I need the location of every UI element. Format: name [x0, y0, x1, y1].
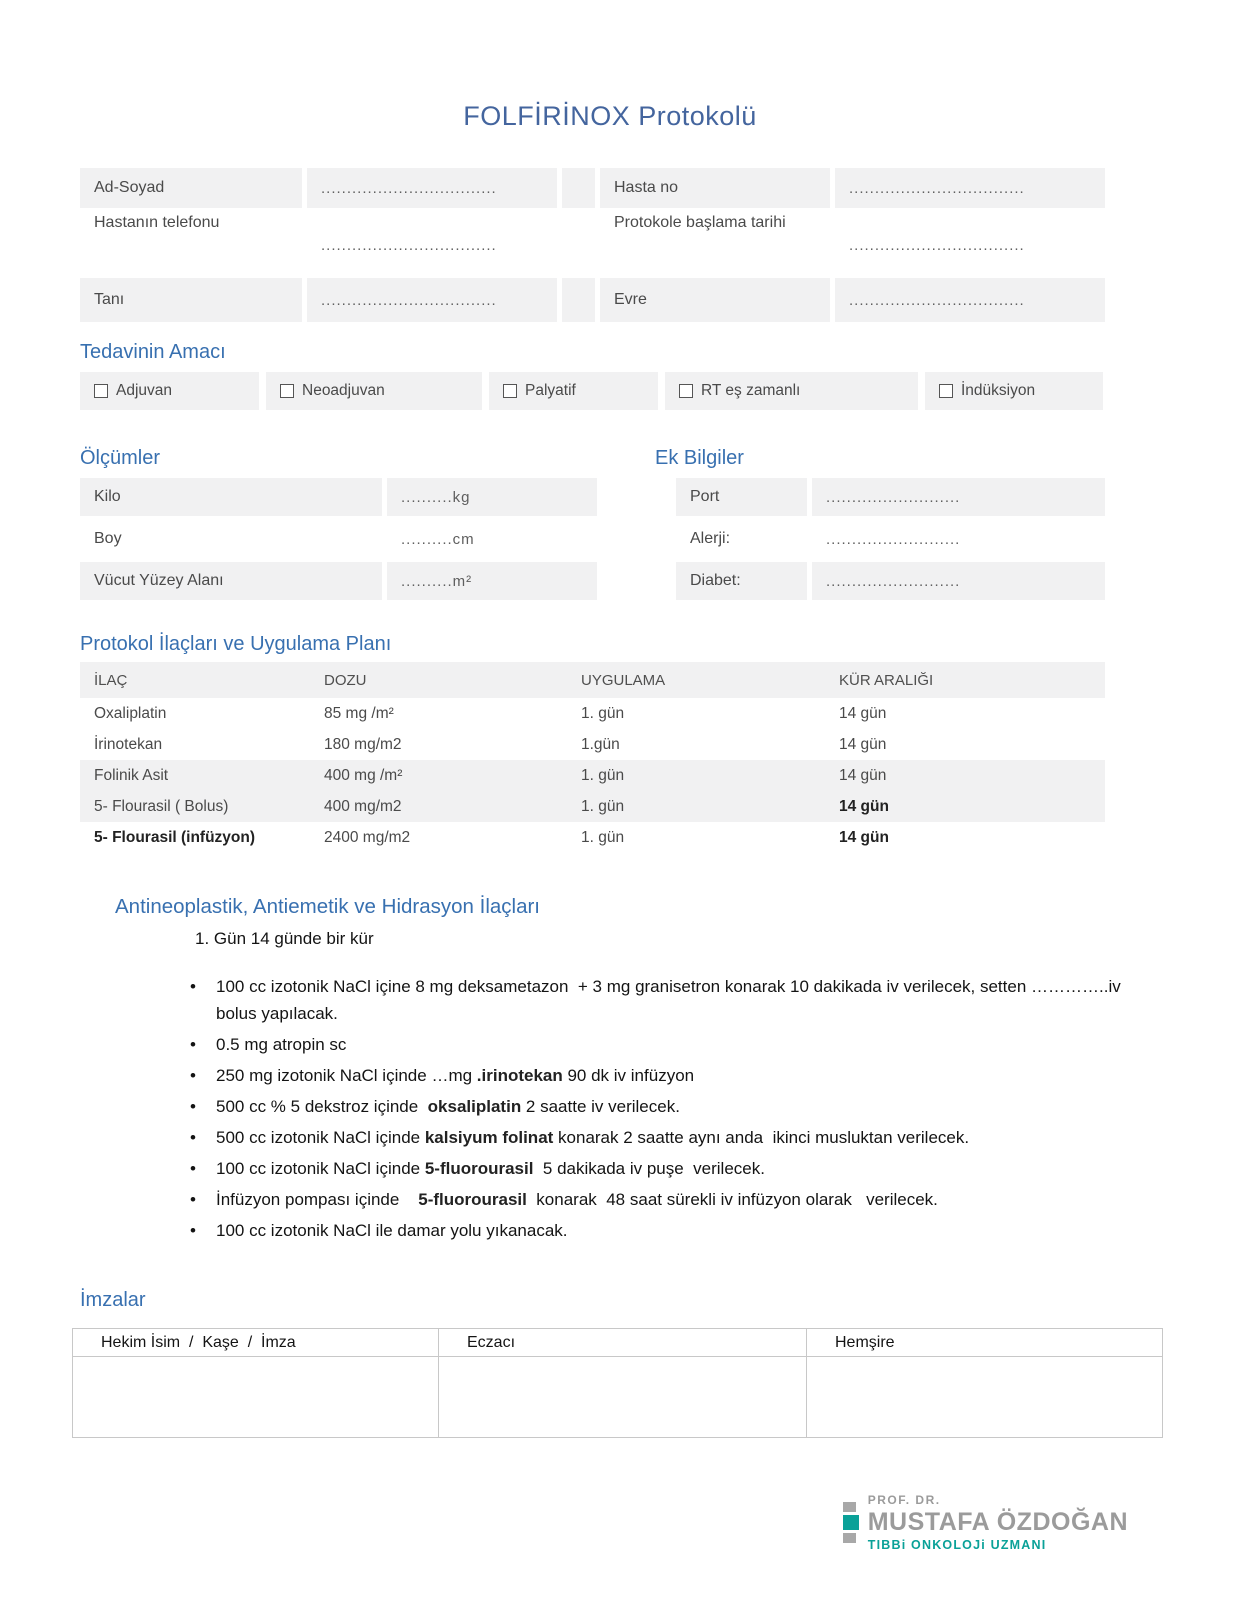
col-header-uygulama: UYGULAMA — [567, 662, 825, 698]
logo-specialty-line: TIBBi ONKOLOJi UZMANI — [867, 1538, 1047, 1552]
instruction-text: 2 saatte iv verilecek. — [521, 1097, 680, 1116]
table-row — [80, 729, 1236, 760]
option-label: İndüksiyon — [961, 382, 1036, 399]
cell-ilac: İrinotekan — [94, 735, 163, 753]
col-header-hekim: Hekim İsim / Kaşe / İmza — [73, 1329, 439, 1356]
option-label: Adjuvan — [116, 382, 173, 399]
measure-row-boy — [80, 520, 1236, 558]
field-value-vucut-yuzey-alani[interactable]: ..........m² — [387, 562, 597, 600]
instruction-text: 90 dk iv infüzyon — [562, 1066, 695, 1085]
col-header-hemsire: Hemşire — [835, 1333, 895, 1351]
checkbox-icon[interactable] — [94, 384, 108, 398]
field-label-telefon: Hastanın telefonu — [94, 214, 220, 231]
instruction-bold: 5-fluorourasil — [418, 1190, 527, 1209]
cell-uygulama: 1. gün — [581, 828, 625, 846]
section-heading-antineoplastik: Antineoplastik, Antiemetik ve Hidrasyon İlaçları — [115, 895, 541, 918]
spacer-cell — [602, 478, 671, 516]
field-label-diabet: Diabet: — [676, 562, 807, 600]
field-value-evre[interactable]: .................................. — [835, 278, 1105, 322]
cycle-subtitle: 1. Gün 14 günde bir kür — [195, 929, 374, 948]
section-heading-tedavinin-amaci: Tedavinin Amacı — [80, 341, 226, 363]
cell-ilac: Oxaliplatin — [94, 704, 167, 722]
drug-table — [80, 662, 1236, 853]
logo-square-gray-bottom — [843, 1533, 856, 1543]
list-item — [180, 973, 1128, 1027]
field-label-ad-soyad: Ad-Soyad — [80, 168, 302, 208]
instruction-bold: kalsiyum folinat — [424, 1128, 554, 1147]
option-label: Neoadjuvan — [302, 382, 385, 399]
checkbox-icon[interactable] — [939, 384, 953, 398]
logo-name-line: MUSTAFA ÖZDOĞAN — [867, 1508, 1128, 1536]
demographics-section — [80, 168, 1236, 322]
instruction-text: 500 cc % 5 dekstroz içinde — [216, 1097, 428, 1116]
spacer-cell — [602, 562, 671, 600]
page-title: FOLFİRİNOX Protokolü — [463, 101, 757, 131]
col-header-kur-araligi: KÜR ARALIĞI — [825, 662, 1105, 698]
field-value-baslama-tarihi[interactable]: .................................. — [849, 237, 1025, 254]
cell-uygulama: 1. gün — [581, 704, 625, 722]
field-label-hasta-no: Hasta no — [600, 168, 830, 208]
logo-square-gray-top — [843, 1502, 856, 1512]
field-value-alerji[interactable]: .......................... — [826, 530, 961, 548]
cell-kur: 14 gün — [825, 760, 1105, 791]
treatment-purpose-options — [80, 372, 1236, 410]
signature-table — [72, 1328, 1163, 1438]
signature-area-eczaci — [439, 1357, 807, 1437]
measurements-grid — [80, 478, 1236, 600]
list-item — [180, 1155, 1128, 1182]
section-heading-olcumler: Ölçümler — [80, 447, 161, 469]
cell-kur: 14 gün — [839, 735, 887, 753]
demo-row-1 — [80, 168, 1236, 208]
spacer-cell — [562, 208, 595, 264]
field-label-kilo: Kilo — [80, 478, 382, 516]
option-label: Palyatif — [525, 382, 576, 399]
field-label-boy: Boy — [94, 530, 122, 547]
signature-table-header — [73, 1329, 1162, 1357]
instruction-text: konarak 2 saatte aynı anda ikinci musluktan verilecek. — [553, 1128, 970, 1147]
instruction-text: 5 dakikada iv puşe verilecek. — [533, 1159, 765, 1178]
signature-area-hekim — [73, 1357, 439, 1437]
section-heading-imzalar: İmzalar — [80, 1289, 146, 1311]
instruction-text: 0.5 mg atropin sc — [216, 1035, 347, 1054]
demo-row-3 — [80, 278, 1236, 322]
instruction-bold: .irinotekan — [476, 1066, 563, 1085]
instruction-bold: oksaliplatin — [427, 1097, 522, 1116]
cell-uygulama: 1.gün — [581, 735, 620, 753]
cell-ilac: Folinik Asit — [80, 760, 310, 791]
signature-table-body — [73, 1357, 1162, 1437]
option-neoadjuvan[interactable] — [266, 372, 482, 410]
cell-ilac: 5- Flourasil ( Bolus) — [80, 791, 310, 822]
measure-row-kilo — [80, 478, 1236, 516]
cell-dozu: 400 mg/m2 — [310, 791, 567, 822]
cell-uygulama: 1. gün — [567, 791, 825, 822]
signature-area-hemsire — [807, 1357, 1162, 1437]
section-heading-protokol-ilaclari: Protokol İlaçları ve Uygulama Planı — [80, 633, 392, 655]
cell-kur: 14 gün — [839, 828, 889, 846]
section-heading-ek-bilgiler: Ek Bilgiler — [655, 447, 744, 469]
cell-dozu: 180 mg/m2 — [324, 735, 402, 753]
cell-kur: 14 gün — [825, 791, 1105, 822]
field-label-baslama-tarihi: Protokole başlama tarihi — [614, 214, 786, 231]
checkbox-icon[interactable] — [679, 384, 693, 398]
option-induksiyon[interactable] — [925, 372, 1103, 410]
list-item — [180, 1186, 1128, 1213]
checkbox-icon[interactable] — [503, 384, 517, 398]
demo-row-2 — [80, 208, 1236, 264]
field-value-hasta-no[interactable]: .................................. — [835, 168, 1105, 208]
instruction-bold: 5-fluorourasil — [424, 1159, 534, 1178]
instruction-text: konarak 48 saat sürekli iv infüzyon olarak verilecek. — [526, 1190, 938, 1209]
list-item — [180, 1093, 1128, 1120]
cell-uygulama: 1. gün — [567, 760, 825, 791]
option-rt-es-zamanli[interactable] — [665, 372, 918, 410]
table-row — [80, 760, 1236, 791]
col-header-dozu: DOZU — [310, 662, 567, 698]
logo-text — [868, 1494, 1128, 1552]
field-label-vucut-yuzey-alani: Vücut Yüzey Alanı — [80, 562, 382, 600]
field-value-boy[interactable]: ..........cm — [401, 530, 475, 548]
field-value-port[interactable]: .......................... — [812, 478, 1105, 516]
field-label-tani: Tanı — [80, 278, 302, 322]
list-item — [180, 1062, 1128, 1089]
col-header-ilac: İLAÇ — [80, 662, 310, 698]
measure-row-vucut-yuzey — [80, 562, 1236, 600]
table-row — [80, 791, 1236, 822]
field-label-port: Port — [676, 478, 807, 516]
instruction-text: 100 cc izotonik NaCl içinde — [216, 1159, 425, 1178]
field-label-alerji: Alerji: — [690, 530, 731, 547]
instruction-text: İnfüzyon pompası içinde — [216, 1190, 419, 1209]
spacer-cell — [562, 168, 595, 208]
option-label: RT eş zamanlı — [701, 382, 801, 399]
measurements-headings — [80, 444, 1236, 472]
field-value-ad-soyad[interactable]: .................................. — [307, 168, 557, 208]
field-label-evre: Evre — [600, 278, 830, 322]
table-row — [80, 698, 1236, 729]
table-row — [80, 822, 1236, 853]
instruction-text: 100 cc izotonik NaCl ile damar yolu yıkanacak. — [216, 1221, 568, 1240]
logo-square-teal — [843, 1515, 859, 1530]
list-item — [180, 1217, 1128, 1244]
doctor-logo — [843, 1494, 1128, 1552]
instruction-text: 100 cc izotonik NaCl içine 8 mg deksametazon + 3 mg granisetron konarak 10 dakikada iv verilecek, setten …………..iv bolus yapılacak. — [216, 977, 1121, 1023]
col-header-eczaci: Eczacı — [439, 1329, 807, 1356]
instruction-text: 500 cc izotonik NaCl içinde — [216, 1128, 425, 1147]
spacer-cell — [562, 278, 595, 322]
checkbox-icon[interactable] — [280, 384, 294, 398]
cell-kur: 14 gün — [839, 704, 887, 722]
logo-squares-icon — [843, 1502, 859, 1543]
field-value-tani[interactable]: .................................. — [307, 278, 557, 322]
list-item — [180, 1031, 1128, 1058]
field-value-telefon[interactable]: .................................. — [321, 237, 497, 254]
field-value-diabet[interactable]: .......................... — [812, 562, 1105, 600]
cell-dozu: 85 mg /m² — [324, 704, 394, 722]
cell-dozu: 2400 mg/m2 — [324, 828, 411, 846]
option-adjuvan[interactable] — [80, 372, 259, 410]
list-item — [180, 1124, 1128, 1151]
instruction-text: 250 mg izotonik NaCl içinde …mg — [216, 1066, 477, 1085]
footer — [80, 1494, 1128, 1552]
drug-table-header — [80, 662, 1236, 698]
instruction-list — [180, 973, 1128, 1244]
spacer-cell — [602, 520, 671, 558]
logo-title-line: PROF. DR. — [867, 1493, 941, 1507]
cell-dozu: 400 mg /m² — [310, 760, 567, 791]
option-palyatif[interactable] — [489, 372, 658, 410]
field-value-kilo[interactable]: ..........kg — [387, 478, 597, 516]
cell-ilac: 5- Flourasil (infüzyon) — [94, 828, 256, 846]
